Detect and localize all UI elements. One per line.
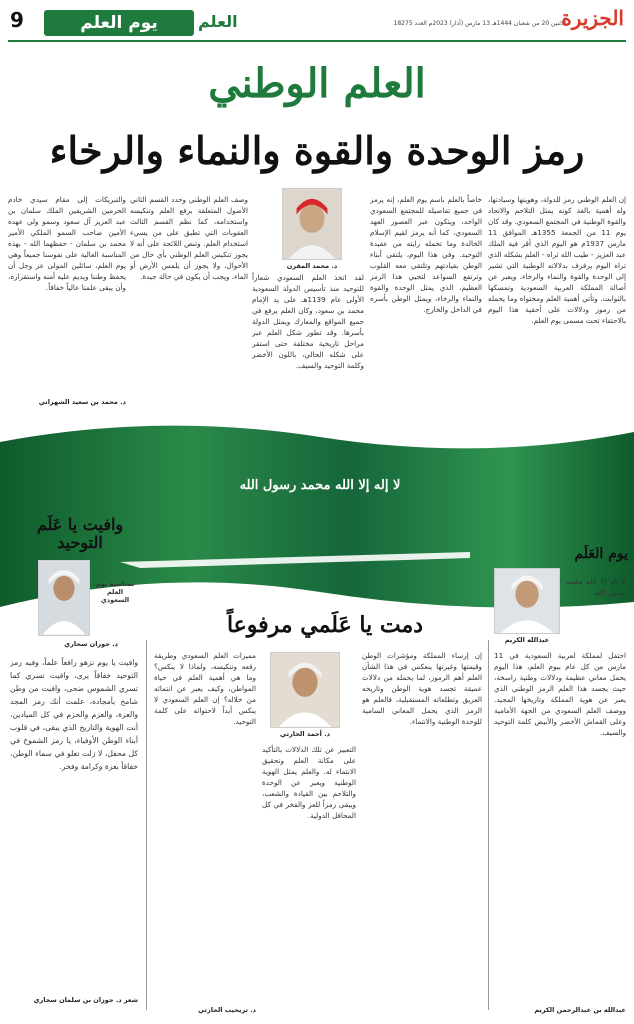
author-photo-icon	[283, 189, 341, 259]
center-article-col-3: مميزات العلم السعودي وطريقة رفعه وتنكيسه، ولماذا لا ينكس؟ وما هي أهمية العلم في حياة المواطن، وكيف يعبر عن انتمائه من خلاله؟ إن العلم السعودي لا ينكس أبداً لاحتوائه على كلمة التوحيد.	[154, 651, 256, 726]
poem-body: وافيت يا يوم تزهو رافعاً علماً، وفيه رمز التوحيد خفاقاً يرى، وافيت تسري كما تسري الشموس ضحى، وافيت من وطن شامخ بأمجاده، علمت أنك رمز المجد والعزة، والعزم والحزم في كل الميادين، أنت الهوية والتاريخ الذي يبقى، في قلوب أبناء الوطن الأوفياء، يا رمز الشموخ في كل محفل، لا زلت تعلو في سماء الوطن، خفاقاً بعزة وكرامة وفخر.	[10, 658, 138, 771]
center-article-col-2: التعبير عن تلك الدلالات بالتأكيد على مكانة العلم وتحقيق الانتماء له. والعلم يمثل الهوية الوطنية ويعبر عن الوحدة والتلاحم بين القيادة والشعب، ويبقى رمزاً للعز والفخر في كل المحافل الدولية.	[262, 745, 356, 820]
page-header	[0, 0, 634, 46]
right-article-author: عبدالله الكريم	[504, 636, 550, 644]
center-article-col-1: إن إرساء المملكة ومؤشرات الوطن وقيمتها وغيرتها ينعكس في هذا الشأن العلم أهم الرموز، لما يحمله من دلالات عميقة تجسد هوية الوطن وتاريخه العريق وتطلعاته المستقبلية، فالعلم هو الرمز الذي يحمل المعاني السامية للوحدة الوطنية والانتماء.	[362, 651, 482, 726]
main-article-col-3: لقد اتخذ العلم السعودي شعاراً للتوحيد منذ تأسيس الدولة السعودية الأولى عام 1139هـ على يد الإمام محمد بن سعود، وكان العلم يرفع في جميع المواقع والمعارك ويمثل الدولة بأسرها. وقد تطور شكل العلم عبر مراحل تاريخية مختلفة حتى استقر على شكله الحالي، باللون الأخضر وكلمة التوحيد والسيف.	[252, 273, 364, 370]
center-article-title: دمت يا عَلَمي مرفوعاً	[226, 612, 424, 638]
poem-footer: شعر د. جوزان بن سلمان سحاري	[33, 996, 138, 1004]
center-author-photo	[270, 652, 340, 728]
section-title-pill: يوم العلم	[44, 10, 194, 36]
poem-author-photo	[38, 560, 90, 636]
author-photo-icon	[495, 569, 559, 633]
column-divider	[146, 640, 147, 1010]
main-article-col-5: والتبريكات إلى مقام سيدي خادم الحرمين الشريفين الملك سلمان بن عبد العزيز آل سعود وسمو ولي عهده الأمين صاحب السمو الملكي الأمير محمد بن سلمان - حفظهما الله - بهذه المناسبة الغالية على نفوسنا جميعاً وهي يوم العلم، سائلين المولى عز وجل أن يحفظ وطننا ويديم عليه أمنه واستقراره، وأن يبقى علمنا عالياً خفاقاً.	[8, 195, 126, 292]
headline-line-2: رمز الوحدة والقوة والنماء والرخاء	[49, 128, 585, 173]
section-title-right: العلم	[198, 12, 238, 31]
header-divider	[8, 40, 626, 42]
center-article-footer: د. تريحيب الحارثي	[197, 1006, 256, 1014]
poem-title: وافيت يا عَلَم التوحيد	[36, 515, 124, 552]
headline-line-1: العلم الوطني	[208, 60, 426, 107]
poem-subtitle: بمناسبة يوم العلم السعودي	[95, 580, 135, 604]
poem-author: د. جوزان سحاري	[64, 640, 118, 648]
main-article-col-1: إن العلم الوطني رمز للدولة، وهويتها وسيادتها، وله أهمية بالغة كونه يمثل التلاحم والاتحاد والقوة الوطنية في المجتمع السعودي. وقد كان يوم 11 من الجمعة 1355هـ الموافق 11 مارس 1937م هو اليوم الذي أقر فيه الملك عبد العزيز - طيب الله ثراه - العلم بشكله الذي تراه اليوم يرفرف بدلالاته الوطنية التي تشير إلى الوحدة والقوة والنماء والرخاء، ويعبر عن أصالة المملكة العربية السعودية وتمسكها بالثوابت. وتأتي أهمية العلم ومحتواه وما يحمله من رموز ودلالات على أحقية هذا اليوم بالاحتفاء تحت مسمى يوم العلم.	[488, 195, 626, 325]
right-article-body: احتفل لمملكة لعربية السعودية في 11 مارس من كل عام بيوم العلم، هذا اليوم يحمل معاني عظيمة ودلالات وطنية راسخة، حيث يجسد هذا العلم الرمز الوطني الذي يعبر عن هوية المملكة وتاريخها المجيد. ووصف العلم السعودي من الجهة الأمامية وعلى القماش الأخضر والأبيض كلمة التوحيد والسيف.	[494, 651, 626, 737]
column-divider	[488, 640, 489, 1010]
author-photo-icon	[271, 653, 339, 727]
main-article-col5-author: د. محمد بن سعيد الشهراني	[38, 398, 126, 406]
masthead-date: الاثنين 20 من شعبان 1444هـ 13 مارس (آذار) 2023م العدد 18275	[393, 20, 566, 27]
right-article-intro: لا إله إلا الله محمد رسول الله	[566, 577, 626, 597]
main-headline	[0, 50, 634, 190]
main-article-author: د. محمد المقرن	[286, 262, 338, 270]
right-article-footer: عبدالله بن عبدالرحمن الكريم	[534, 1006, 626, 1014]
main-author-photo	[282, 188, 342, 260]
flag-shahada: لا إله إلا الله محمد رسول الله	[239, 478, 401, 493]
center-article-author: د. أحمد الحارثي	[280, 730, 330, 738]
main-article-col-4: وصف العلم الوطني وحدد القسم الثاني الأصول المتعلقة برفع العلم وتنكيسه واستخدامه، كما نظم القسم الثالث العقوبات التي تطبق على من يسيء استخدام العلم. وتنص اللائحة على أنه لا يجوز تنكيس العلم الوطني بأي حال من الأحوال، ولا يجوز أن يلمس الأرض أو الماء، ويجب أن يكون في حالة جيدة.	[130, 195, 248, 281]
page-number: 9	[10, 8, 24, 32]
right-article-title: يوم العَلَم	[574, 546, 628, 562]
right-author-photo	[494, 568, 560, 634]
newspaper-logo: الجزيرة	[561, 6, 624, 30]
author-photo-icon	[39, 561, 89, 635]
main-article-col-2: خاصاً بالعلم باسم يوم العلم، إنه يرمز في جميع تفاصيله للمجتمع السعودي الواحد، ويتكون عبر العصور العهد السعودي، كما أنه يرمز لقيم الإسلام الخالدة وما تحمله رايته من عقيدة التوحيد. وفي هذا اليوم، يلتقي أبناء الوطن بقيادتهم وتلتقي معه القلوب وترتفع السواعد لتحيي هذا الرمز العظيم، الذي يمثل الوحدة والقوة والنماء والرخاء، ويمثل الوطن بأسره في الداخل والخارج.	[370, 195, 482, 314]
